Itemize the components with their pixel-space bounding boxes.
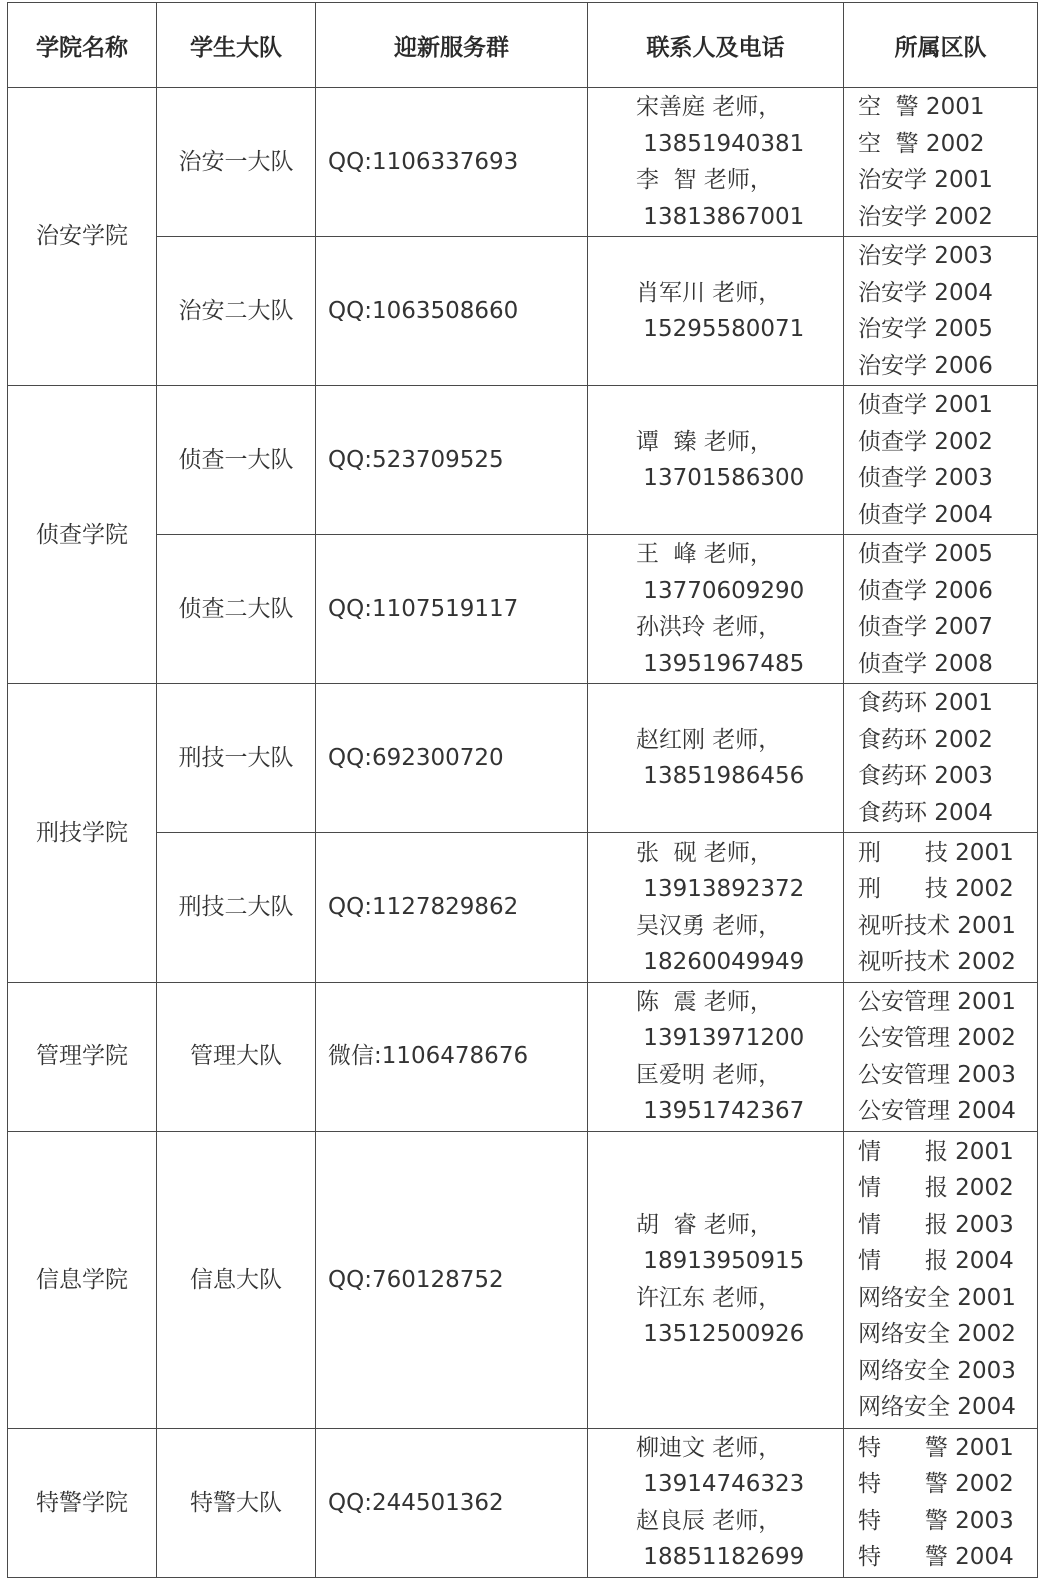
table-row	[8, 1428, 1038, 1577]
area-line: 侦查学 2001	[858, 392, 993, 419]
service-group: QQ:1106337693	[316, 88, 588, 237]
contact-line: 吴汉勇 老师，	[636, 912, 782, 939]
contact-line: 孙洪玲 老师，	[636, 614, 782, 641]
brigade-name: 侦查二大队	[157, 535, 316, 684]
contact-cell	[588, 684, 844, 833]
area-cell	[844, 237, 1038, 386]
area-line: 侦查学 2003	[858, 465, 993, 492]
area-line: 特 警 2003	[858, 1507, 1014, 1534]
header-area: 所属区队	[844, 3, 1038, 88]
area-cell	[844, 535, 1038, 684]
table-row	[8, 1131, 1038, 1428]
brigade-name: 特警大队	[157, 1428, 316, 1577]
header-row	[8, 3, 1038, 88]
college-name: 刑技学院	[8, 684, 157, 982]
area-line: 空 警 2002	[858, 130, 985, 157]
college-name: 侦查学院	[8, 386, 157, 684]
contact-cell	[588, 88, 844, 237]
area-line: 情 报 2002	[858, 1175, 1014, 1202]
college-name: 信息学院	[8, 1131, 157, 1428]
table-row	[8, 386, 1038, 535]
service-group: QQ:1063508660	[316, 237, 588, 386]
header-brigade: 学生大队	[157, 3, 316, 88]
contact-line: 柳迪文 老师，	[636, 1434, 782, 1461]
college-name: 治安学院	[8, 88, 157, 386]
area-line: 刑 技 2002	[858, 876, 1014, 903]
table-body	[8, 88, 1038, 1578]
brigade-name: 信息大队	[157, 1131, 316, 1428]
contact-line: 13512500926	[636, 1321, 805, 1348]
header-service-group: 迎新服务群	[316, 3, 588, 88]
service-group: QQ:523709525	[316, 386, 588, 535]
college-name: 管理学院	[8, 982, 157, 1131]
contact-line: 18913950915	[636, 1248, 805, 1275]
area-line: 视听技术 2001	[858, 912, 1016, 939]
area-line: 网络安全 2002	[858, 1321, 1016, 1348]
contact-line: 陈 震 老师，	[636, 988, 773, 1015]
service-group: 微信:1106478676	[316, 982, 588, 1131]
table-row	[8, 982, 1038, 1131]
area-line: 食药环 2003	[858, 763, 993, 790]
table-row	[8, 237, 1038, 386]
contact-line: 赵良辰 老师，	[636, 1507, 782, 1534]
area-cell	[844, 684, 1038, 833]
contact-table	[7, 2, 1038, 1578]
service-group: QQ:692300720	[316, 684, 588, 833]
contact-cell	[588, 535, 844, 684]
area-line: 情 报 2003	[858, 1211, 1014, 1238]
area-line: 侦查学 2004	[858, 501, 993, 528]
area-line: 特 警 2002	[858, 1471, 1014, 1498]
header-college: 学院名称	[8, 3, 157, 88]
brigade-name: 管理大队	[157, 982, 316, 1131]
contact-line: 18260049949	[636, 949, 805, 976]
contact-line: 13913971200	[636, 1025, 805, 1052]
table-row	[8, 833, 1038, 982]
contact-line: 张 砚 老师，	[636, 839, 773, 866]
area-line: 侦查学 2002	[858, 428, 993, 455]
area-line: 网络安全 2004	[858, 1394, 1016, 1421]
area-line: 侦查学 2007	[858, 614, 993, 641]
contact-line: 18851182699	[636, 1544, 805, 1571]
service-group: QQ:244501362	[316, 1428, 588, 1577]
contact-line: 李 智 老师，	[636, 167, 773, 194]
area-line: 情 报 2001	[858, 1138, 1014, 1165]
header-contact: 联系人及电话	[588, 3, 844, 88]
contact-line: 13951742367	[636, 1098, 805, 1125]
service-group: QQ:1127829862	[316, 833, 588, 982]
contact-cell	[588, 237, 844, 386]
service-group: QQ:1107519117	[316, 535, 588, 684]
area-line: 刑 技 2001	[858, 839, 1014, 866]
contact-cell	[588, 1428, 844, 1577]
area-cell	[844, 1131, 1038, 1428]
contact-line: 谭 臻 老师，	[636, 428, 773, 455]
brigade-name: 治安一大队	[157, 88, 316, 237]
college-name: 特警学院	[8, 1428, 157, 1577]
contact-line: 胡 睿 老师，	[636, 1211, 773, 1238]
area-cell	[844, 1428, 1038, 1577]
contact-cell	[588, 1131, 844, 1428]
contact-cell	[588, 982, 844, 1131]
contact-line: 13770609290	[636, 577, 805, 604]
contact-table-container	[7, 2, 1037, 1578]
brigade-name: 刑技二大队	[157, 833, 316, 982]
area-cell	[844, 386, 1038, 535]
contact-line: 赵红刚 老师，	[636, 726, 782, 753]
brigade-name: 刑技一大队	[157, 684, 316, 833]
contact-line: 13851940381	[636, 130, 805, 157]
area-line: 特 警 2004	[858, 1544, 1014, 1571]
area-line: 公安管理 2003	[858, 1061, 1016, 1088]
area-cell	[844, 982, 1038, 1131]
area-line: 侦查学 2006	[858, 577, 993, 604]
contact-line: 王 峰 老师，	[636, 541, 773, 568]
area-line: 食药环 2004	[858, 799, 993, 826]
contact-line: 13851986456	[636, 763, 805, 790]
area-line: 网络安全 2001	[858, 1284, 1016, 1311]
contact-line: 肖军川 老师，	[636, 279, 782, 306]
contact-line: 13813867001	[636, 203, 805, 230]
contact-cell	[588, 386, 844, 535]
area-line: 公安管理 2004	[858, 1098, 1016, 1125]
area-line: 治安学 2002	[858, 203, 993, 230]
area-line: 情 报 2004	[858, 1248, 1014, 1275]
area-line: 侦查学 2008	[858, 650, 993, 677]
table-row	[8, 535, 1038, 684]
area-line: 治安学 2004	[858, 279, 993, 306]
brigade-name: 治安二大队	[157, 237, 316, 386]
area-line: 空 警 2001	[858, 94, 985, 121]
area-cell	[844, 88, 1038, 237]
table-row	[8, 88, 1038, 237]
area-line: 治安学 2003	[858, 243, 993, 270]
contact-line: 13913892372	[636, 876, 805, 903]
contact-line: 13914746323	[636, 1471, 805, 1498]
table-row	[8, 684, 1038, 833]
contact-line: 宋善庭 老师，	[636, 94, 782, 121]
area-line: 网络安全 2003	[858, 1357, 1016, 1384]
brigade-name: 侦查一大队	[157, 386, 316, 535]
service-group: QQ:760128752	[316, 1131, 588, 1428]
area-line: 侦查学 2005	[858, 541, 993, 568]
contact-line: 许江东 老师，	[636, 1284, 782, 1311]
area-line: 治安学 2001	[858, 167, 993, 194]
area-line: 公安管理 2001	[858, 988, 1016, 1015]
contact-line: 13701586300	[636, 465, 805, 492]
contact-cell	[588, 833, 844, 982]
area-cell	[844, 833, 1038, 982]
area-line: 食药环 2001	[858, 690, 993, 717]
contact-line: 匡爱明 老师，	[636, 1061, 782, 1088]
contact-line: 15295580071	[636, 316, 805, 343]
area-line: 公安管理 2002	[858, 1025, 1016, 1052]
area-line: 特 警 2001	[858, 1434, 1014, 1461]
area-line: 视听技术 2002	[858, 949, 1016, 976]
area-line: 治安学 2005	[858, 316, 993, 343]
area-line: 治安学 2006	[858, 352, 993, 379]
contact-line: 13951967485	[636, 650, 805, 677]
area-line: 食药环 2002	[858, 726, 993, 753]
